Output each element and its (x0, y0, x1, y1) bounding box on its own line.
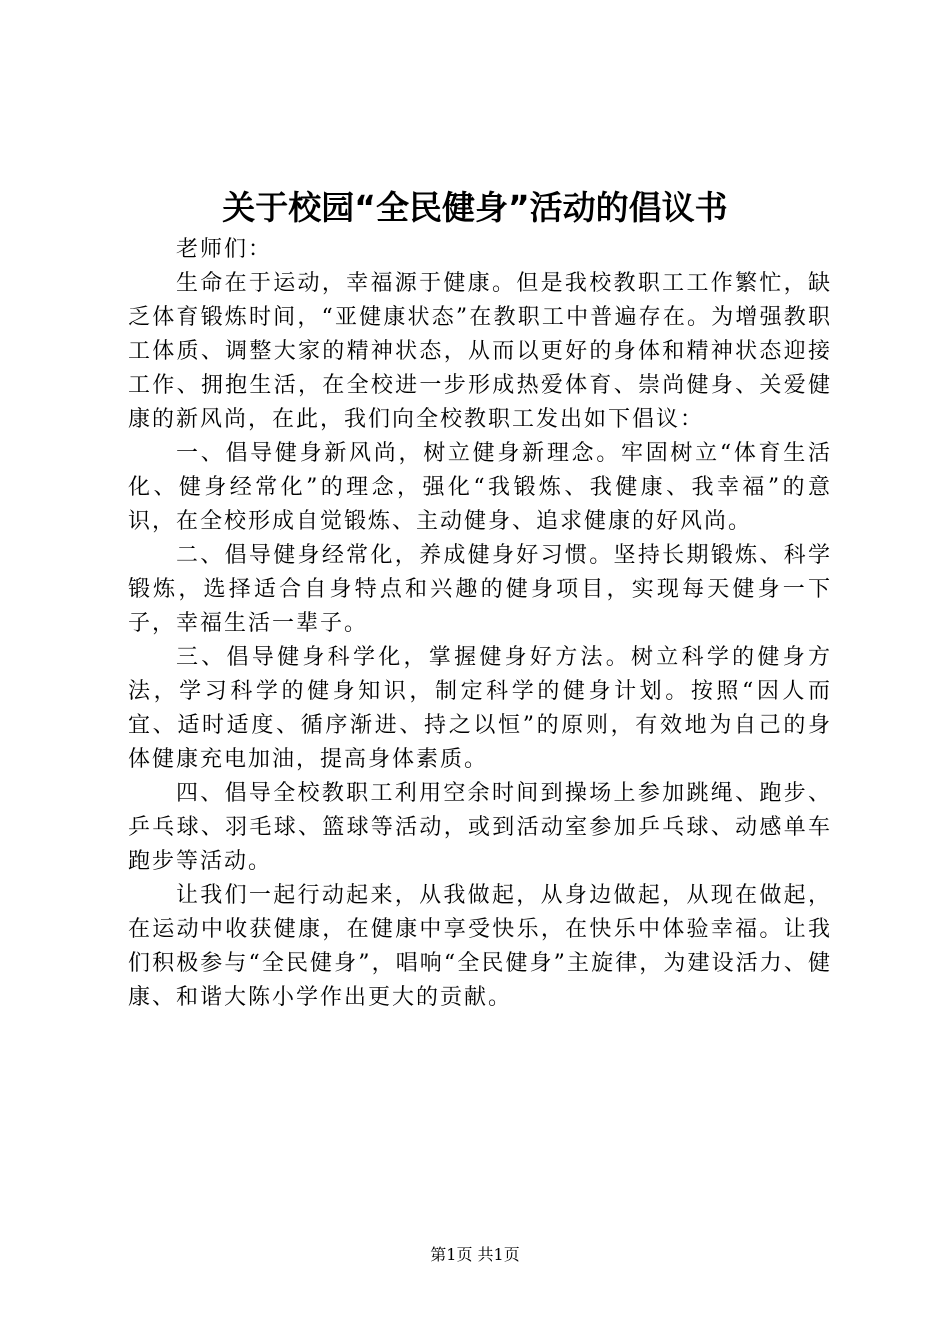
document-body (128, 233, 832, 1015)
page-footer: 第1页 共1页 (430, 1245, 520, 1264)
document-title: 关于校园“全民健身”活动的倡议书 (222, 188, 728, 227)
paragraph-proposal-2: 二、倡导健身经常化，养成健身好习惯。坚持长期锻炼、科学锻炼，选择适合自身特点和兴趣的健身项目，实现每天健身一下子，幸福生活一辈子。 (128, 543, 832, 636)
paragraph-proposal-4: 四、倡导全校教职工利用空余时间到操场上参加跳绳、跑步、乒乓球、羽毛球、篮球等活动，或到活动室参加乒乓球、动感单车跑步等活动。 (128, 781, 832, 874)
paragraph-proposal-1: 一、倡导健身新风尚，树立健身新理念。牢固树立“体育生活化、健身经常化”的理念，强化“我锻炼、我健康、我幸福”的意识，在全校形成自觉锻炼、主动健身、追求健康的好风尚。 (128, 441, 832, 534)
paragraph-closing: 让我们一起行动起来，从我做起，从身边做起，从现在做起，在运动中收获健康，在健康中享受快乐，在快乐中体验幸福。让我们积极参与“全民健身”，唱响“全民健身”主旋律，为建设活力、健康、和谐大陈小学作出更大的贡献。 (128, 883, 832, 1010)
paragraph-intro: 生命在于运动，幸福源于健康。但是我校教职工工作繁忙，缺乏体育锻炼时间，“亚健康状态”在教职工中普遍存在。为增强教职工体质、调整大家的精神状态，从而以更好的身体和精神状态迎接工作、拥抱生活，在全校进一步形成热爱体育、崇尚健身、关爱健康的新风尚，在此，我们向全校教职工发出如下倡议： (128, 271, 832, 432)
paragraph-proposal-3: 三、倡导健身科学化，掌握健身好方法。树立科学的健身方法，学习科学的健身知识，制定科学的健身计划。按照“因人而宜、适时适度、循序渐进、持之以恒”的原则，有效地为自己的身体健康充电加油，提高身体素质。 (128, 645, 832, 772)
greeting: 老师们： (176, 237, 273, 262)
